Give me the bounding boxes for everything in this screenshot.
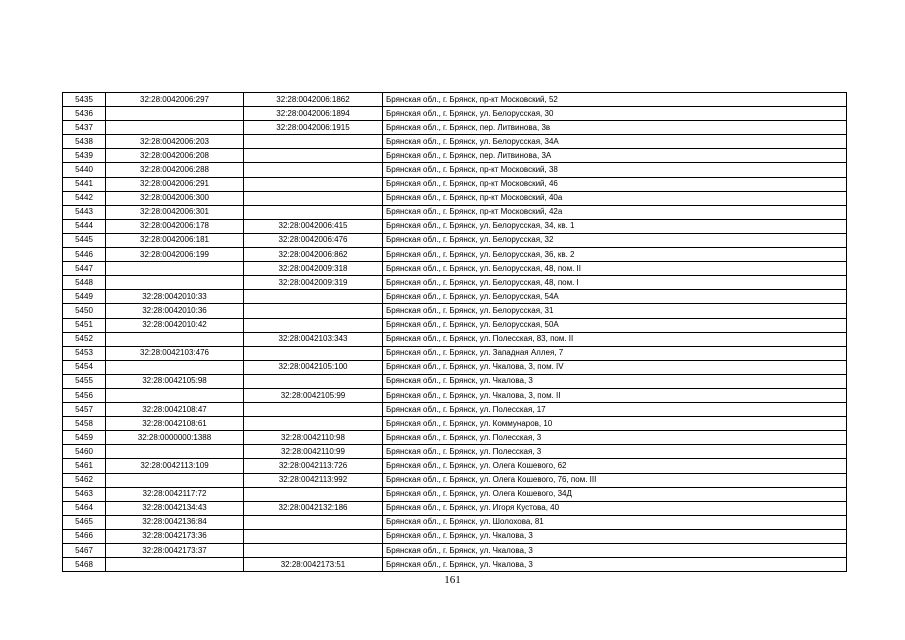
table-row — [63, 417, 847, 431]
row-number-cell: 5443 — [63, 205, 106, 219]
address-cell: Брянская обл., г. Брянск, ул. Олега Кошевого, 34Д — [383, 487, 847, 501]
building-cadastral-number-cell: 32:28:0042113:726 — [244, 459, 383, 473]
building-cadastral-number-cell: 32:28:0042009:319 — [244, 276, 383, 290]
address-cell: Брянская обл., г. Брянск, ул. Белорусская, 48, пом. I — [383, 276, 847, 290]
table-row — [63, 107, 847, 121]
table-row — [63, 332, 847, 346]
building-cadastral-number-cell: 32:28:0042006:476 — [244, 233, 383, 247]
row-number-cell: 5436 — [63, 107, 106, 121]
building-cadastral-number-cell — [244, 304, 383, 318]
row-number-cell: 5440 — [63, 163, 106, 177]
address-cell: Брянская обл., г. Брянск, ул. Западная Аллея, 7 — [383, 346, 847, 360]
address-cell: Брянская обл., г. Брянск, пр-кт Московский, 38 — [383, 163, 847, 177]
cadastral-number-cell: 32:28:0042136:84 — [106, 515, 244, 529]
address-cell: Брянская обл., г. Брянск, пер. Литвинова, 3в — [383, 121, 847, 135]
row-number-cell: 5455 — [63, 374, 106, 388]
row-number-cell: 5441 — [63, 177, 106, 191]
building-cadastral-number-cell: 32:28:0042110:99 — [244, 445, 383, 459]
row-number-cell: 5453 — [63, 346, 106, 360]
table-row — [63, 403, 847, 417]
cadastral-number-cell — [106, 445, 244, 459]
building-cadastral-number-cell — [244, 544, 383, 558]
building-cadastral-number-cell — [244, 487, 383, 501]
building-cadastral-number-cell: 32:28:0042006:862 — [244, 248, 383, 262]
cadastral-number-cell: 32:28:0042173:37 — [106, 544, 244, 558]
address-cell: Брянская обл., г. Брянск, пер. Литвинова, 3А — [383, 149, 847, 163]
address-cell: Брянская обл., г. Брянск, ул. Полесская, 3 — [383, 445, 847, 459]
cadastral-number-cell: 32:28:0042010:33 — [106, 290, 244, 304]
row-number-cell: 5468 — [63, 558, 106, 572]
cadastral-number-cell: 32:28:0000000:1388 — [106, 431, 244, 445]
table-row — [63, 529, 847, 543]
building-cadastral-number-cell: 32:28:0042103:343 — [244, 332, 383, 346]
row-number-cell: 5464 — [63, 501, 106, 515]
building-cadastral-number-cell — [244, 515, 383, 529]
cadastral-number-cell — [106, 276, 244, 290]
building-cadastral-number-cell — [244, 163, 383, 177]
address-cell: Брянская обл., г. Брянск, пр-кт Московский, 40а — [383, 191, 847, 205]
building-cadastral-number-cell — [244, 403, 383, 417]
row-number-cell: 5465 — [63, 515, 106, 529]
building-cadastral-number-cell: 32:28:0042105:99 — [244, 388, 383, 402]
address-cell: Брянская обл., г. Брянск, ул. Белорусская, 34А — [383, 135, 847, 149]
cadastral-number-cell: 32:28:0042113:109 — [106, 459, 244, 473]
building-cadastral-number-cell — [244, 135, 383, 149]
table-row — [63, 205, 847, 219]
building-cadastral-number-cell: 32:28:0042132:186 — [244, 501, 383, 515]
building-cadastral-number-cell: 32:28:0042173:51 — [244, 558, 383, 572]
cadastral-number-cell — [106, 121, 244, 135]
cadastral-number-cell: 32:28:0042006:297 — [106, 93, 244, 107]
table-row — [63, 149, 847, 163]
table-row — [63, 121, 847, 135]
table-row — [63, 544, 847, 558]
address-cell: Брянская обл., г. Брянск, ул. Белорусская, 30 — [383, 107, 847, 121]
cadastral-number-cell: 32:28:0042006:300 — [106, 191, 244, 205]
address-cell: Брянская обл., г. Брянск, ул. Белорусская, 32 — [383, 233, 847, 247]
cadastral-number-cell: 32:28:0042006:288 — [106, 163, 244, 177]
table-row — [63, 191, 847, 205]
table-row — [63, 558, 847, 572]
table-row — [63, 219, 847, 233]
table-row — [63, 346, 847, 360]
row-number-cell: 5460 — [63, 445, 106, 459]
table-row — [63, 374, 847, 388]
address-cell: Брянская обл., г. Брянск, ул. Белорусская, 48, пом. II — [383, 262, 847, 276]
cadastral-number-cell: 32:28:0042010:36 — [106, 304, 244, 318]
address-cell: Брянская обл., г. Брянск, пр-кт Московский, 42а — [383, 205, 847, 219]
row-number-cell: 5463 — [63, 487, 106, 501]
building-cadastral-number-cell: 32:28:0042006:415 — [244, 219, 383, 233]
building-cadastral-number-cell: 32:28:0042113:992 — [244, 473, 383, 487]
table-row — [63, 515, 847, 529]
row-number-cell: 5459 — [63, 431, 106, 445]
address-cell: Брянская обл., г. Брянск, ул. Полесская, 3 — [383, 431, 847, 445]
table-row — [63, 431, 847, 445]
row-number-cell: 5451 — [63, 318, 106, 332]
address-cell: Брянская обл., г. Брянск, ул. Белорусская, 54А — [383, 290, 847, 304]
row-number-cell: 5458 — [63, 417, 106, 431]
building-cadastral-number-cell — [244, 177, 383, 191]
address-cell: Брянская обл., г. Брянск, ул. Полесская, 17 — [383, 403, 847, 417]
row-number-cell: 5462 — [63, 473, 106, 487]
building-cadastral-number-cell — [244, 374, 383, 388]
building-cadastral-number-cell — [244, 417, 383, 431]
address-cell: Брянская обл., г. Брянск, пр-кт Московский, 52 — [383, 93, 847, 107]
registry-table — [62, 92, 847, 572]
cadastral-number-cell — [106, 107, 244, 121]
cadastral-number-cell — [106, 558, 244, 572]
address-cell: Брянская обл., г. Брянск, ул. Олега Кошевого, 62 — [383, 459, 847, 473]
address-cell: Брянская обл., г. Брянск, ул. Чкалова, 3 — [383, 558, 847, 572]
table-row — [63, 163, 847, 177]
row-number-cell: 5448 — [63, 276, 106, 290]
table-row — [63, 233, 847, 247]
row-number-cell: 5449 — [63, 290, 106, 304]
address-cell: Брянская обл., г. Брянск, ул. Полесская, 83, пом. II — [383, 332, 847, 346]
table-row — [63, 276, 847, 290]
building-cadastral-number-cell — [244, 290, 383, 304]
table-body — [63, 93, 847, 572]
cadastral-number-cell — [106, 332, 244, 346]
building-cadastral-number-cell — [244, 529, 383, 543]
building-cadastral-number-cell — [244, 205, 383, 219]
table-row — [63, 248, 847, 262]
table-row — [63, 360, 847, 374]
cadastral-number-cell: 32:28:0042108:47 — [106, 403, 244, 417]
building-cadastral-number-cell — [244, 191, 383, 205]
building-cadastral-number-cell: 32:28:0042006:1894 — [244, 107, 383, 121]
address-cell: Брянская обл., г. Брянск, ул. Чкалова, 3, пом. IV — [383, 360, 847, 374]
table-row — [63, 501, 847, 515]
building-cadastral-number-cell: 32:28:0042105:100 — [244, 360, 383, 374]
row-number-cell: 5438 — [63, 135, 106, 149]
cadastral-number-cell: 32:28:0042006:301 — [106, 205, 244, 219]
cadastral-number-cell: 32:28:0042173:36 — [106, 529, 244, 543]
cadastral-number-cell: 32:28:0042103:476 — [106, 346, 244, 360]
address-cell: Брянская обл., г. Брянск, ул. Чкалова, 3 — [383, 374, 847, 388]
cadastral-number-cell: 32:28:0042006:291 — [106, 177, 244, 191]
table-row — [63, 459, 847, 473]
table-row — [63, 304, 847, 318]
table-row — [63, 93, 847, 107]
cadastral-number-cell: 32:28:0042006:178 — [106, 219, 244, 233]
building-cadastral-number-cell: 32:28:0042110:98 — [244, 431, 383, 445]
address-cell: Брянская обл., г. Брянск, ул. Белорусская, 34, кв. 1 — [383, 219, 847, 233]
row-number-cell: 5442 — [63, 191, 106, 205]
address-cell: Брянская обл., г. Брянск, ул. Олега Кошевого, 76, пом. III — [383, 473, 847, 487]
building-cadastral-number-cell: 32:28:0042009:318 — [244, 262, 383, 276]
cadastral-number-cell: 32:28:0042006:181 — [106, 233, 244, 247]
building-cadastral-number-cell: 32:28:0042006:1862 — [244, 93, 383, 107]
table-row — [63, 445, 847, 459]
cadastral-number-cell: 32:28:0042105:98 — [106, 374, 244, 388]
table-row — [63, 177, 847, 191]
cadastral-number-cell: 32:28:0042108:61 — [106, 417, 244, 431]
address-cell: Брянская обл., г. Брянск, пр-кт Московский, 46 — [383, 177, 847, 191]
cadastral-number-cell: 32:28:0042006:199 — [106, 248, 244, 262]
page-number: 161 — [444, 574, 461, 586]
table-row — [63, 388, 847, 402]
building-cadastral-number-cell — [244, 318, 383, 332]
row-number-cell: 5452 — [63, 332, 106, 346]
cadastral-number-cell: 32:28:0042006:203 — [106, 135, 244, 149]
address-cell: Брянская обл., г. Брянск, ул. Белорусская, 31 — [383, 304, 847, 318]
row-number-cell: 5454 — [63, 360, 106, 374]
building-cadastral-number-cell — [244, 149, 383, 163]
row-number-cell: 5445 — [63, 233, 106, 247]
building-cadastral-number-cell: 32:28:0042006:1915 — [244, 121, 383, 135]
address-cell: Брянская обл., г. Брянск, ул. Шолохова, 81 — [383, 515, 847, 529]
row-number-cell: 5447 — [63, 262, 106, 276]
address-cell: Брянская обл., г. Брянск, ул. Чкалова, 3, пом. II — [383, 388, 847, 402]
address-cell: Брянская обл., г. Брянск, ул. Чкалова, 3 — [383, 529, 847, 543]
row-number-cell: 5446 — [63, 248, 106, 262]
table-row — [63, 318, 847, 332]
address-cell: Брянская обл., г. Брянск, ул. Белорусская, 36, кв. 2 — [383, 248, 847, 262]
table-row — [63, 473, 847, 487]
table-row — [63, 135, 847, 149]
row-number-cell: 5439 — [63, 149, 106, 163]
cadastral-number-cell: 32:28:0042010:42 — [106, 318, 244, 332]
cadastral-number-cell — [106, 388, 244, 402]
row-number-cell: 5467 — [63, 544, 106, 558]
table-row — [63, 487, 847, 501]
row-number-cell: 5461 — [63, 459, 106, 473]
cadastral-number-cell — [106, 262, 244, 276]
row-number-cell: 5466 — [63, 529, 106, 543]
address-cell: Брянская обл., г. Брянск, ул. Игоря Кустова, 40 — [383, 501, 847, 515]
table-row — [63, 290, 847, 304]
building-cadastral-number-cell — [244, 346, 383, 360]
row-number-cell: 5456 — [63, 388, 106, 402]
cadastral-number-cell: 32:28:0042134:43 — [106, 501, 244, 515]
cadastral-number-cell: 32:28:0042117:72 — [106, 487, 244, 501]
address-cell: Брянская обл., г. Брянск, ул. Белорусская, 50А — [383, 318, 847, 332]
row-number-cell: 5435 — [63, 93, 106, 107]
row-number-cell: 5437 — [63, 121, 106, 135]
cadastral-number-cell — [106, 360, 244, 374]
cadastral-number-cell: 32:28:0042006:208 — [106, 149, 244, 163]
cadastral-number-cell — [106, 473, 244, 487]
address-cell: Брянская обл., г. Брянск, ул. Коммунаров, 10 — [383, 417, 847, 431]
address-cell: Брянская обл., г. Брянск, ул. Чкалова, 3 — [383, 544, 847, 558]
row-number-cell: 5457 — [63, 403, 106, 417]
table-row — [63, 262, 847, 276]
row-number-cell: 5450 — [63, 304, 106, 318]
row-number-cell: 5444 — [63, 219, 106, 233]
